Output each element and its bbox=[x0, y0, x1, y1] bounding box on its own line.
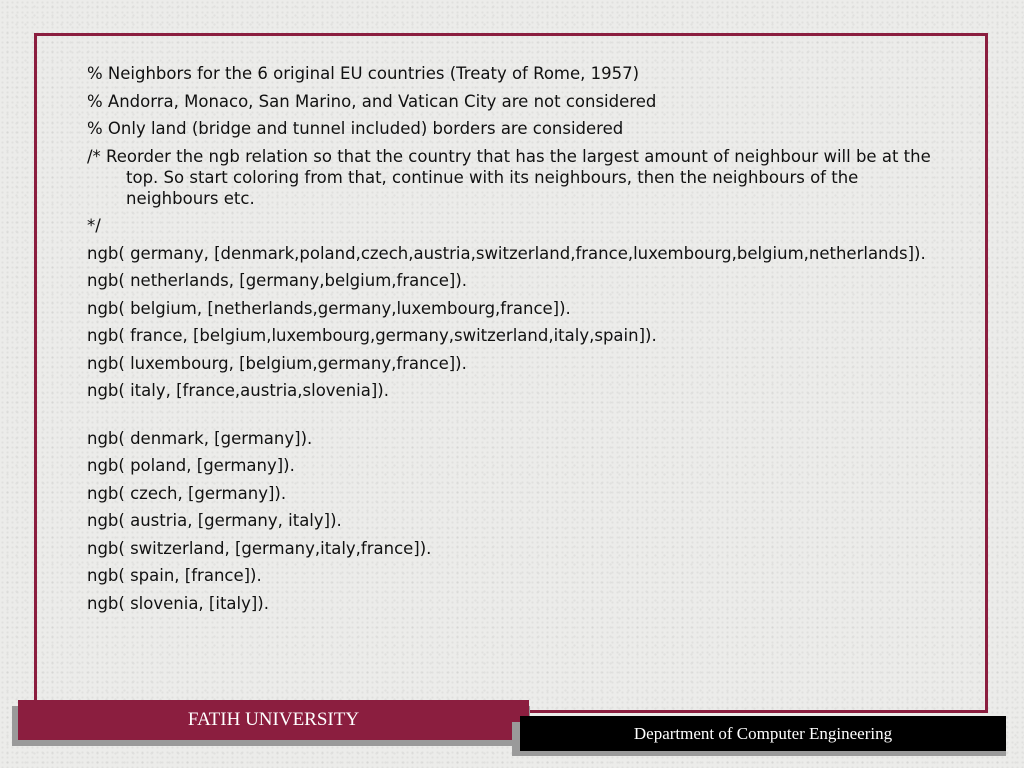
footer-university-name: FATIH UNIVERSITY bbox=[18, 700, 529, 740]
footer-department-name: Department of Computer Engineering bbox=[520, 716, 1006, 751]
code-line-switzerland: ngb( switzerland, [germany,italy,france]). bbox=[87, 538, 432, 558]
code-line-poland: ngb( poland, [germany]). bbox=[87, 456, 295, 475]
comment-block-reorder: /* Reorder the ngb relation so that the country that has the largest amount of neighbour will be at the top. So start coloring from that, continue with its neighbours, then the neighbours of the neighbours etc. bbox=[87, 146, 931, 208]
code-line-denmark: ngb( denmark, [germany]). bbox=[87, 428, 313, 448]
slide-content bbox=[87, 63, 947, 620]
comment-line-excluded: % Andorra, Monaco, San Marino, and Vatican City are not considered bbox=[87, 91, 657, 111]
comment-block-end: */ bbox=[87, 216, 101, 235]
code-line-italy: ngb( italy, [france,austria,slovenia]). bbox=[87, 381, 389, 400]
code-line-luxembourg: ngb( luxembourg, [belgium,germany,france]). bbox=[87, 353, 467, 373]
code-line-czech: ngb( czech, [germany]). bbox=[87, 483, 287, 503]
code-line-netherlands: ngb( netherlands, [germany,belgium,france]). bbox=[87, 271, 468, 290]
code-line-austria: ngb( austria, [germany, italy]). bbox=[87, 511, 342, 530]
code-line-belgium: ngb( belgium, [netherlands,germany,luxembourg,france]). bbox=[87, 298, 571, 318]
code-line-slovenia: ngb( slovenia, [italy]). bbox=[87, 593, 269, 613]
code-line-spain: ngb( spain, [france]). bbox=[87, 566, 262, 585]
comment-line-neighbors: % Neighbors for the 6 original EU countries (Treaty of Rome, 1957) bbox=[87, 64, 640, 83]
comment-line-borders: % Only land (bridge and tunnel included) borders are considered bbox=[87, 119, 624, 138]
code-line-france: ngb( france, [belgium,luxembourg,germany,switzerland,italy,spain]). bbox=[87, 326, 657, 345]
blank-line bbox=[87, 408, 947, 428]
code-line-germany: ngb( germany, [denmark,poland,czech,austria,switzerland,france,luxembourg,belgium,netherlands]). bbox=[87, 243, 926, 263]
